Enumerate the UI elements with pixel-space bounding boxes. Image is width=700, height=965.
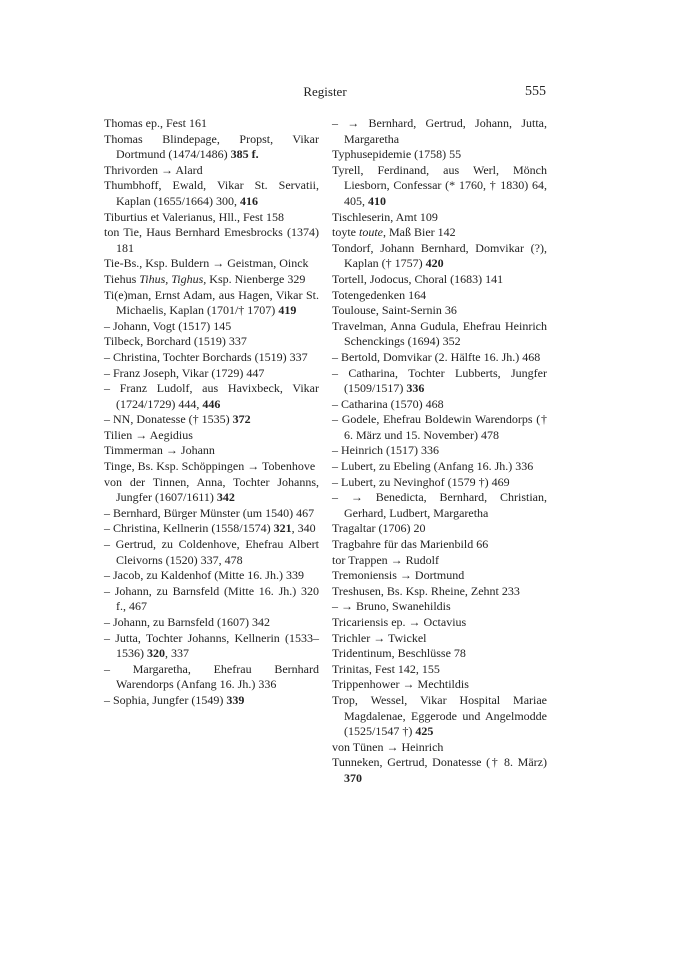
- index-entry: Tinge, Bs. Ksp. Schöppingen → Tobenhove: [104, 459, 316, 474]
- index-entry: – → Benedicta, Bernhard, Christian, Gerhard, Ludbert, Margaretha: [332, 490, 547, 520]
- index-entry: – Sophia, Jungfer (1549) 339: [104, 692, 245, 707]
- index-entry: – Franz Ludolf, aus Havixbeck, Vikar (1724/1729) 444, 446: [104, 381, 319, 411]
- index-entry: Thomas Blindepage, Propst, Vikar Dortmund (1474/1486) 385 f.: [104, 131, 319, 162]
- index-entry: Thrivorden → Alard: [104, 162, 203, 177]
- index-entry: – Johann, zu Barnsfeld (Mitte 16. Jh.) 320 f., 467: [104, 583, 319, 614]
- index-entry: Tiburtius et Valerianus, Hll., Fest 158: [104, 209, 285, 224]
- index-entry: – Gertrud, zu Coldenhove, Ehefrau Albert Cleivorns (1520) 337, 478: [104, 537, 319, 567]
- index-entry: Trippenhower → Mechtildis: [332, 677, 469, 692]
- index-entry: Tilien → Aegidius: [104, 427, 193, 442]
- index-entry: – Lubert, zu Ebeling (Anfang 16. Jh.) 336: [332, 459, 534, 474]
- index-entry: ton Tie, Haus Bernhard Emesbrocks (1374) 181: [104, 225, 319, 255]
- index-entry: – Jacob, zu Kaldenhof (Mitte 16. Jh.) 339: [104, 568, 304, 583]
- index-entry: – Franz Joseph, Vikar (1729) 447: [104, 365, 265, 380]
- index-entry: Ti(e)man, Ernst Adam, aus Hagen, Vikar St. Michaelis, Kaplan (1701/† 1707) 419: [104, 287, 319, 318]
- index-entry: Thomas ep., Fest 161: [104, 116, 207, 130]
- index-entry: – Heinrich (1517) 336: [332, 443, 439, 458]
- index-entry: Trop, Wessel, Vikar Hospital Mariae Magdalenae, Eggerode und Angelmodde (1525/1547 †) 425: [332, 692, 547, 739]
- index-entry: Tragaltar (1706) 20: [332, 521, 426, 536]
- index-entry: Tyrell, Ferdinand, aus Werl, Mönch Liesborn, Confessar (* 1760, † 1830) 64, 405, 410: [332, 162, 547, 208]
- index-entry: Treshusen, Bs. Ksp. Rheine, Zehnt 233: [332, 583, 520, 598]
- index-entry: von Tünen → Heinrich: [332, 739, 444, 754]
- index-entry: – Christina, Tochter Borchards (1519) 337: [104, 349, 308, 364]
- index-entry: Thumbhoff, Ewald, Vikar St. Servatii, Kaplan (1655/1664) 300, 416: [104, 178, 319, 208]
- index-entry: Tridentinum, Beschlüsse 78: [332, 646, 466, 661]
- index-entry: – Margaretha, Ehefrau Bernhard Warendorps (Anfang 16. Jh.) 336: [104, 661, 319, 692]
- index-entry: – Jutta, Tochter Johanns, Kellnerin (1533–1536) 320, 337: [104, 630, 319, 661]
- running-title: Register: [303, 84, 347, 99]
- index-entry: – NN, Donatesse († 1535) 372: [104, 412, 251, 427]
- index-entry: – Johann, zu Barnsfeld (1607) 342: [104, 615, 270, 629]
- page-number: 555: [525, 84, 546, 99]
- index-entry: – Bertold, Domvikar (2. Hälfte 16. Jh.) 468: [332, 349, 541, 364]
- index-entry: – Godele, Ehefrau Boldewin Warendorps († 6. März und 15. November) 478: [332, 412, 547, 442]
- index-entry: toyte toute, Maß Bier 142: [332, 225, 456, 240]
- index-entry: – Johann, Vogt (1517) 145: [104, 318, 232, 333]
- index-column-right: [332, 116, 547, 787]
- index-entry: Travelman, Anna Gudula, Ehefrau Heinrich Schenckings (1694) 352: [332, 318, 547, 349]
- index-entry: Typhusepidemie (1758) 55: [332, 147, 462, 162]
- index-entry: Tilbeck, Borchard (1519) 337: [104, 334, 247, 349]
- index-entry: – → Bruno, Swanehildis: [332, 599, 451, 614]
- index-entry: – Christina, Kellnerin (1558/1574) 321, 340: [104, 521, 316, 536]
- index-entry: Tiehus Tihus, Tighus, Ksp. Nienberge 329: [104, 271, 306, 286]
- index-entry: Totengedenken 164: [332, 287, 427, 302]
- index-entry: Toulouse, Saint-Sernin 36: [332, 303, 457, 318]
- index-entry: Tragbahre für das Marienbild 66: [332, 537, 489, 552]
- index-entry: Timmerman → Johann: [104, 443, 215, 458]
- index-column-left: [104, 116, 319, 709]
- index-entry: Tricariensis ep. → Octavius: [332, 615, 467, 629]
- index-entry: Tischleserin, Amt 109: [332, 209, 438, 224]
- running-header: [104, 84, 546, 104]
- index-entry: Trichler → Twickel: [332, 630, 427, 645]
- index-entry: – Catharina, Tochter Lubberts, Jungfer (1509/1517) 336: [332, 365, 547, 396]
- index-entry: Tondorf, Johann Bernhard, Domvikar (?), Kaplan († 1757) 420: [332, 240, 547, 271]
- index-entry: – → Bernhard, Gertrud, Johann, Jutta, Margaretha: [332, 116, 547, 146]
- index-entry: Tremoniensis → Dortmund: [332, 568, 465, 583]
- index-entry: – Lubert, zu Nevinghof (1579 †) 469: [332, 474, 510, 489]
- index-entry: Tunneken, Gertrud, Donatesse († 8. März) 370: [332, 755, 547, 785]
- index-entry: Tortell, Jodocus, Choral (1683) 141: [332, 271, 504, 286]
- index-entry: – Catharina (1570) 468: [332, 396, 444, 411]
- index-entry: Trinitas, Fest 142, 155: [332, 661, 440, 676]
- index-entry: von der Tinnen, Anna, Tochter Johanns, Jungfer (1607/1611) 342: [104, 474, 319, 505]
- index-entry: Tie-Bs., Ksp. Buldern → Geistman, Oinck: [104, 256, 309, 271]
- index-entry: – Bernhard, Bürger Münster (um 1540) 467: [104, 505, 315, 520]
- index-entry: tor Trappen → Rudolf: [332, 552, 440, 567]
